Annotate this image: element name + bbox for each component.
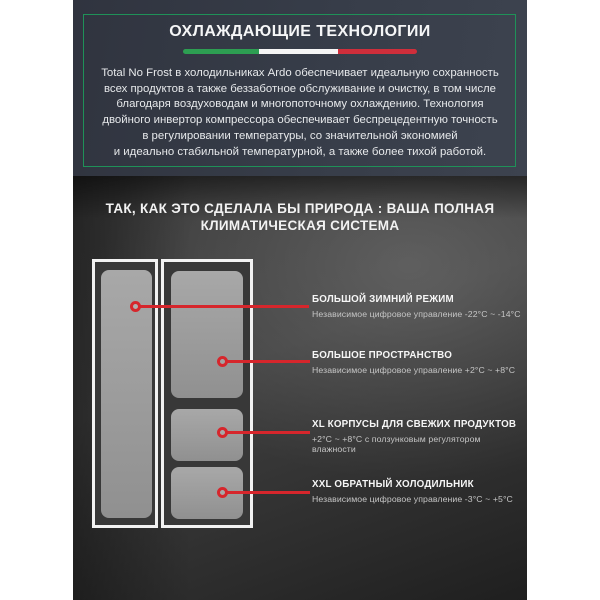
intro-line: всех продуктов а также беззаботное обслуживание и очистку, в том числе (103, 82, 497, 95)
callout-winter-mode (312, 294, 522, 319)
cooling-technologies-section (73, 0, 527, 176)
climate-heading-line2: КЛИМАТИЧЕСКАЯ СИСТЕМА (200, 217, 400, 233)
callout-subtitle: Независимое цифровое управление -22°C ~ -14°C (312, 309, 521, 319)
callout-line-1 (139, 305, 309, 308)
callout-title: БОЛЬШОЕ ПРОСТРАНСТВО (312, 350, 453, 361)
xl-fresh-compartment (171, 409, 243, 461)
intro-line: Total No Frost в холодильниках Ardo обеспечивает идеальную сохранность (101, 67, 499, 79)
callout-subtitle: +2°C ~ +8°C с ползунковым регулятором влажности (312, 434, 481, 454)
callout-title: XXL ОБРАТНЫЙ ХОЛОДИЛЬНИК (312, 479, 474, 490)
callout-marker-icon (217, 427, 228, 438)
intro-line: в регулировании температуры, со значительной экономией (142, 129, 458, 142)
intro-paragraph (87, 66, 513, 160)
intro-line: и идеально стабильной температурной, а также более тихой работой. (113, 145, 487, 158)
callout-title: XL КОРПУСЫ ДЛЯ СВЕЖИХ ПРОДУКТОВ (312, 419, 517, 430)
callout-line-3 (226, 431, 310, 434)
climate-system-section (73, 176, 527, 600)
callout-marker-icon (130, 301, 141, 312)
large-space-compartment (171, 271, 243, 398)
climate-heading (73, 201, 527, 234)
callout-marker-icon (217, 487, 228, 498)
flag-white-stripe (259, 49, 338, 54)
callout-line-2 (226, 360, 310, 363)
section-title: ОХЛАЖДАЮЩИЕ ТЕХНОЛОГИИ (169, 23, 431, 40)
italian-flag-divider (183, 49, 417, 54)
intro-line: двойного инвертор компрессора обеспечивает беспрецедентную точность (102, 114, 498, 127)
flag-red-stripe (338, 49, 417, 54)
climate-heading-line1: ТАК, КАК ЭТО СДЕЛАЛА БЫ ПРИРОДА : ВАША ПОЛНАЯ (105, 201, 495, 216)
callout-xxl-reverse (312, 479, 522, 504)
callout-large-space (312, 350, 522, 375)
callout-subtitle: Независимое цифровое управление +2°C ~ +8°C (312, 365, 516, 375)
callout-title: БОЛЬШОЙ ЗИМНИЙ РЕЖИМ (312, 294, 454, 305)
intro-line: благодаря воздуховодам и многопоточному охлаждению. Технология (116, 98, 484, 111)
callout-xl-fresh (312, 419, 522, 454)
callout-line-4 (226, 491, 310, 494)
callout-marker-icon (217, 356, 228, 367)
callout-subtitle: Независимое цифровое управление -3°C ~ +5°C (312, 494, 513, 504)
flag-green-stripe (183, 49, 259, 54)
